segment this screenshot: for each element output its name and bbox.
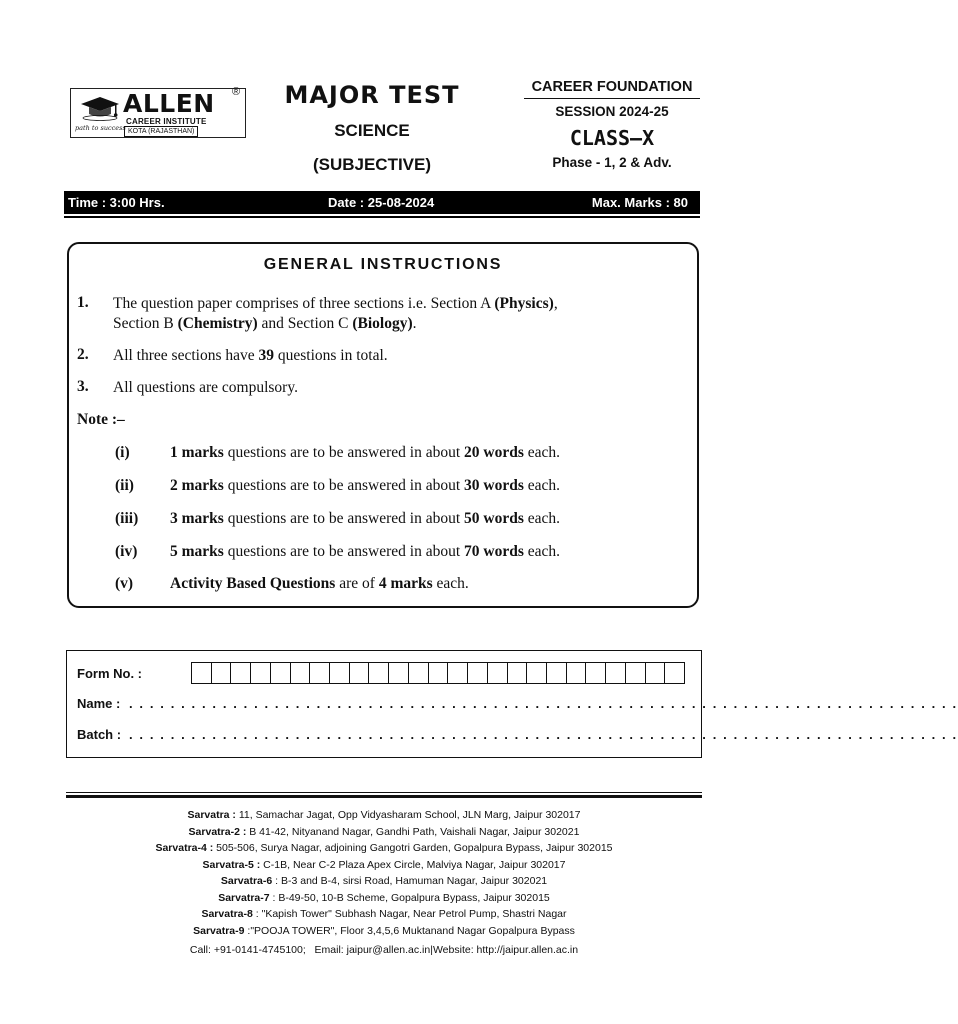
session-label: SESSION 2024-25 [555,104,669,119]
divider [64,216,700,218]
form-no-cell[interactable] [567,663,587,683]
time-label: Time : 3:00 Hrs. [68,195,165,210]
class-label: CLASS–X [569,126,655,150]
address-line: Sarvatra-5 : C-1B, Near C-2 Plaza Apex Circle, Malviya Nagar, Jaipur 302017 [202,858,566,871]
address-line: Sarvatra-6 : B-3 and B-4, sirsi Road, Hamuman Nagar, Jaipur 302021 [220,875,548,887]
form-no-cell[interactable] [606,663,626,683]
batch-label: Batch : [77,727,122,742]
address-line: Sarvatra-2 : B 41-42, Nityanand Nagar, Gandhi Path, Vaishali Nagar, Jaipur 302021 [188,825,580,838]
footer-addresses [0,807,768,959]
address-line: Sarvatra-9 :"POOJA TOWER", Floor 3,4,5,6 Muktanand Nagar Gopalpura Bypass [193,924,575,937]
form-no-cell[interactable] [488,663,508,683]
divider [66,795,702,798]
form-no-cell[interactable] [409,663,429,683]
note-label: Note :– [77,411,125,428]
address-line: Sarvatra-4 : 505-506, Surya Nagar, adjoining Gangotri Garden, Gopalpura Bypass, Jaipur 302015 [155,842,613,854]
address-line: Sarvatra-7 : B-49-50, 10-B Scheme, Gopalpura Bypass, Jaipur 302015 [218,891,550,904]
divider [66,792,702,793]
name-label: Name : [77,696,121,711]
form-no-cell[interactable] [508,663,528,683]
logo-subtitle: CAREER INSTITUTE [126,117,207,126]
batch-field[interactable]: . . . . . . . . . . . . . . . . . . . . . . . . . . . . . . . . . . . . . . . . . . . . . . . . . . . . . . . . . . . . . . . . . . . . . . . . . . . . . . . . [129,727,958,742]
form-no-cell[interactable] [586,663,606,683]
form-no-cell[interactable] [527,663,547,683]
form-no-cell[interactable] [231,663,251,683]
registered-mark: ® [232,86,241,98]
form-no-cell[interactable] [192,663,212,683]
general-instructions-box: GENERAL INSTRUCTIONS 1. The question paper comprises of three sections i.e. Section A (Physics), Section B (Chemistry) and Section C (Biology). 2. All three sections have 39 questions in total. 3. All questions are compulsory. Note :– (i) 1 marks questions are to be answered in about 20 words each. (ii) 2 marks questions are to be answered in about 30 words each. (iii) 3 marks questions are to be answered in about 50 words each. (iv) 5 marks questions are to be answered in about 70 words each. (v) Activity Based Questions are of 4 marks each. [67,242,699,608]
form-no-input[interactable] [191,662,685,684]
logo-name: ALLEN [123,89,215,118]
form-no-cell[interactable] [468,663,488,683]
exam-info-bar [64,191,700,214]
student-form [66,650,958,758]
form-no-cell[interactable] [310,663,330,683]
form-no-cell[interactable] [665,663,684,683]
instructions-heading: GENERAL INSTRUCTIONS [263,256,503,273]
form-no-cell[interactable] [646,663,666,683]
form-no-cell[interactable] [330,663,350,683]
address-line: Sarvatra-8 : "Kapish Tower" Subhash Nagar, Near Petrol Pump, Shastri Nagar [201,908,567,920]
address-line: Sarvatra : 11, Samachar Jagat, Opp Vidyasharam School, JLN Marg, Jaipur 302017 [187,809,581,821]
form-no-cell[interactable] [251,663,271,683]
form-no-cell[interactable] [350,663,370,683]
logo-city: KOTA (RAJASTHAN) [124,126,198,137]
program-block [524,78,700,172]
form-no-cell[interactable] [547,663,567,683]
form-no-cell[interactable] [429,663,449,683]
form-no-cell[interactable] [448,663,468,683]
graduation-cap-icon [79,95,121,121]
subject-title: SCIENCE [334,121,410,140]
form-no-label: Form No. : [77,666,142,681]
contact-line: Call: +91-0141-4745100; Email: jaipur@allen.ac.in|Website: http://jaipur.allen.ac.in [189,944,579,956]
logo-tagline: path to success [75,124,126,132]
name-field[interactable]: . . . . . . . . . . . . . . . . . . . . . . . . . . . . . . . . . . . . . . . . . . . . . . . . . . . . . . . . . . . . . . . . . . . . . . . . . . . . . . . . [129,696,958,711]
form-no-cell[interactable] [291,663,311,683]
test-type: (SUBJECTIVE) [312,155,432,174]
form-no-cell[interactable] [212,663,232,683]
max-marks-label: Max. Marks : 80 [591,195,688,210]
form-no-cell[interactable] [369,663,389,683]
form-no-cell[interactable] [626,663,646,683]
form-no-cell[interactable] [389,663,409,683]
test-title: MAJOR TEST [284,81,460,109]
date-label: Date : 25-08-2024 [328,195,435,210]
program-name: CAREER FOUNDATION [524,78,700,99]
phase-label: Phase - 1, 2 & Adv. [552,155,672,170]
allen-logo [70,88,246,138]
form-no-cell[interactable] [271,663,291,683]
